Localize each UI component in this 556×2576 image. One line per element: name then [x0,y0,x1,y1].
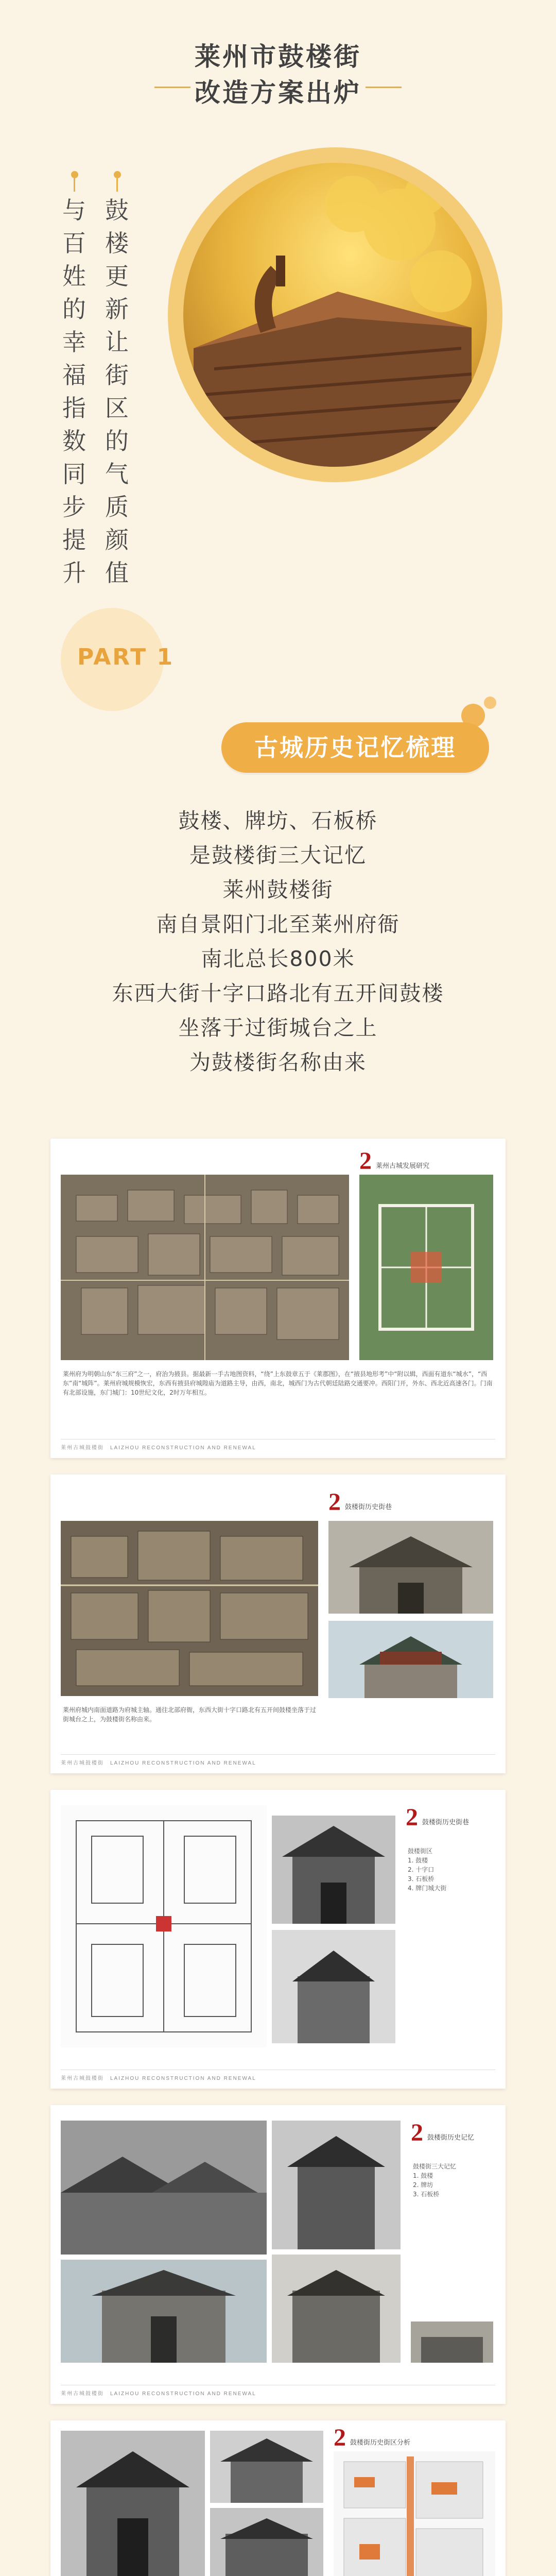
slide-street-plan [50,1790,506,2089]
slide-number: 2 [328,1488,341,1516]
tower-photo [272,1930,395,2043]
list-item: 鼓楼街三大记忆 [413,2163,457,2170]
intro-line: 南北总长800米 [201,946,355,971]
tagline-right: 鼓楼更新让街区的气质颜值 [105,196,130,587]
section-pill: 古城历史记忆梳理 [221,722,489,773]
arch-gate-photo [272,2121,401,2249]
title-divider-right [366,87,402,88]
intro-line: 为鼓楼街名称由来 [189,1050,367,1075]
gate-tower-photo [328,1521,493,1614]
street-plan-drawing [61,1805,267,2047]
slide-number: 2 [359,1147,372,1175]
small-street-photo [411,2321,493,2363]
slide-street-memory [50,2105,506,2404]
rooftop-ginkgo-photo [183,163,487,467]
bead-icon [114,171,121,178]
intro-line: 鼓楼、牌坊、石板桥 [178,808,378,833]
slide-list [413,2162,495,2199]
intro-line: 南自景阳门北至莱州府衙 [156,912,400,937]
slide-heading: 莱州古城发展研究 [376,1162,430,1170]
list-item: 2. 十字口 [408,1866,435,1873]
rooftops-photo [61,2121,267,2255]
memorial-arch-photo [61,2260,267,2363]
district-analysis-map [334,2451,495,2576]
list-item: 3. 石板桥 [413,2191,440,2198]
slide-history-map [50,1139,506,1458]
list-item: 2. 牌坊 [413,2181,433,2189]
slide-footer: 莱州古城鼓楼街 LAIZHOU RECONSTRUCTION AND RENEWAL [61,1760,256,1766]
intro-line: 坐落于过街城台之上 [178,1015,378,1040]
page-title-line-2: 改造方案出炉 [195,78,361,108]
old-street-map [61,1521,318,1696]
slide-caption: 莱州府为明朝山东“东三府”之一，府治为掖县。据最新一手古地图资料，“绕”上东鼓章五于《莱郡图》，在“掖县地形考”中“附以辑，西面有道东“城水”，“西东”南“城阵”。莱州府城规模恢宏，东西有掖县府城隍庙为道路主导，由西，南北，城西门为古代朝廷陆路交通要冲。西阳门开，外东、西北近高速各门。门南有北部设施，东门城门：10世纪文化，2时万年相互。 [63,1370,493,1396]
archway-photo [272,1816,395,1924]
list-item: 鼓楼街区 [408,1848,433,1855]
bead-stem [74,178,75,192]
intro-line: 是鼓楼街三大记忆 [189,843,367,868]
memorial-arch-bw-photo [61,2431,205,2576]
street-scene-photo [272,2255,401,2363]
slide-number: 2 [411,2119,423,2146]
drum-tower-photo [328,1621,493,1698]
list-item: 1. 鼓楼 [413,2172,433,2179]
slide-number: 2 [334,2424,346,2451]
part-label: PART 1 [77,644,175,670]
list-item: 4. 牌门城大街 [408,1885,447,1892]
city-plan-map [359,1175,493,1360]
bead-stem [116,178,118,192]
slide-divider [61,1754,495,1755]
page-title-line-1: 莱州市鼓楼街 [195,42,361,72]
intro-line: 莱州鼓楼街 [222,877,334,902]
slide-footer: 莱州古城鼓楼街 LAIZHOU RECONSTRUCTION AND RENEWAL [61,2391,256,2397]
slide-heading: 鼓楼街历史记忆 [427,2134,475,2142]
tagline-left: 与百姓的幸福指数同步提升 [62,196,87,587]
slide-street-analysis [50,2420,506,2576]
slide-number: 2 [406,1804,418,1831]
slide-list [408,1846,495,1893]
slide-street-history [50,1475,506,1773]
slide-caption: 莱州府城内南面道路为府城主轴。通往北部府衙，东西大街十字口路北有五开间鼓楼坐落于过街城台之上，为鼓楼街名称由来。 [63,1706,317,1723]
slide-heading: 鼓楼街历史街区分析 [350,2439,411,2447]
arch-detail-photo [210,2431,323,2503]
slide-heading: 鼓楼街历史街巷 [422,1819,470,1826]
gate-bw-photo [210,2508,323,2576]
list-item: 1. 鼓楼 [408,1857,428,1864]
intro-line: 东西大街十字口路北有五开间鼓楼 [112,981,444,1006]
list-item: 3. 石板桥 [408,1875,435,1883]
slide-footer: 莱州古城鼓楼街 LAIZHOU RECONSTRUCTION AND RENEWAL [61,1445,256,1451]
bead-icon [71,171,78,178]
slide-footer: 莱州古城鼓楼街 LAIZHOU RECONSTRUCTION AND RENEWAL [61,2076,256,2081]
old-city-map [61,1175,349,1360]
pill-dot-small [484,697,496,709]
slide-heading: 鼓楼街历史街巷 [345,1503,392,1511]
